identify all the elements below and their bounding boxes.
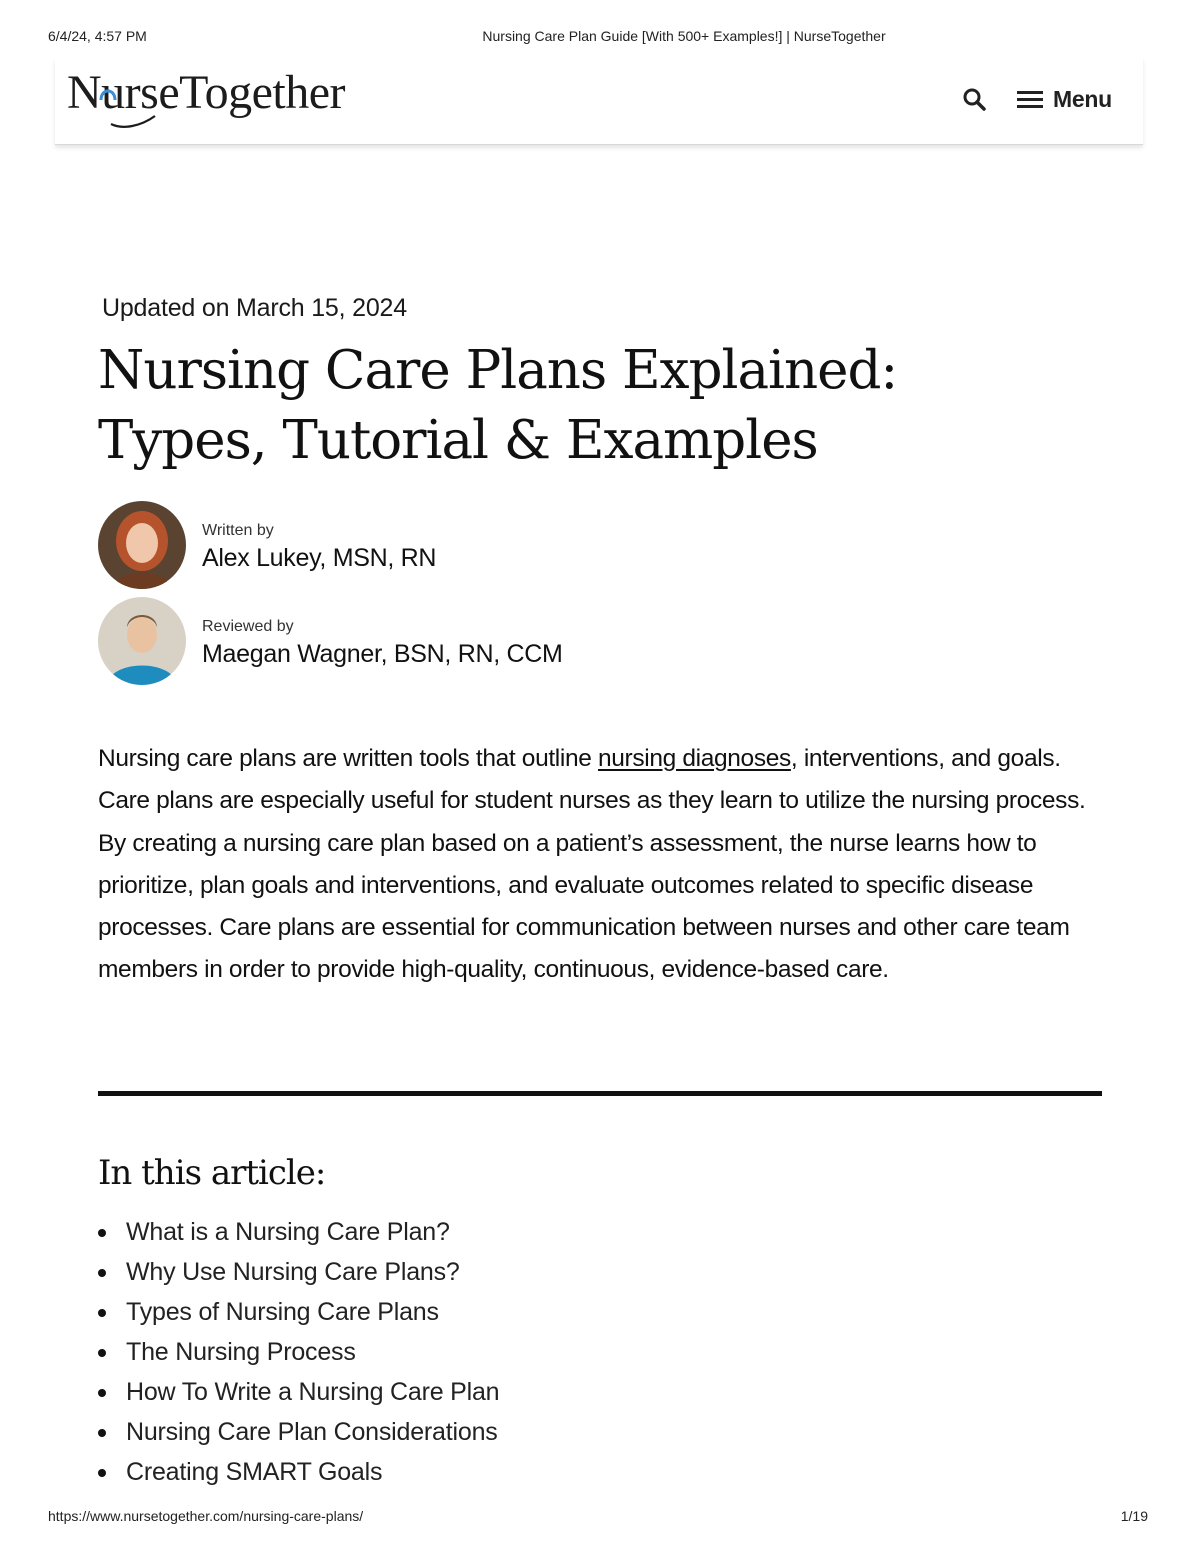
bullet-icon (98, 1229, 106, 1237)
toc-item[interactable] (98, 1252, 499, 1292)
bullet-icon (98, 1469, 106, 1477)
nursing-diagnoses-link[interactable]: nursing diagnoses (598, 745, 791, 772)
updated-date: Updated on March 15, 2024 (102, 294, 407, 322)
author-role: Written by (202, 522, 274, 539)
menu-label: Menu (1053, 85, 1112, 112)
toc-link[interactable]: Creating SMART Goals (126, 1458, 383, 1486)
reviewer-avatar[interactable] (98, 597, 186, 685)
table-of-contents (98, 1212, 499, 1492)
toc-heading: In this article: (98, 1153, 326, 1193)
toc-item[interactable] (98, 1412, 499, 1452)
search-button[interactable] (961, 86, 987, 112)
reviewer-role: Reviewed by (202, 618, 294, 635)
toc-item[interactable] (98, 1292, 499, 1332)
print-url: https://www.nursetogether.com/nursing-care-plans/ (48, 1508, 364, 1524)
toc-link[interactable]: What is a Nursing Care Plan? (126, 1218, 450, 1246)
toc-link[interactable]: Nursing Care Plan Considerations (126, 1418, 498, 1446)
menu-button[interactable] (1017, 84, 1112, 114)
toc-item[interactable] (98, 1452, 499, 1492)
section-divider (98, 1091, 1102, 1096)
article-title-line1: Nursing Care Plans Explained: (98, 340, 898, 401)
print-page-number: 1/19 (1120, 1508, 1148, 1524)
reviewer-name-link[interactable]: Maegan Wagner, BSN, RN, CCM (202, 640, 563, 668)
site-logo[interactable]: NurseTogether (67, 66, 346, 119)
intro-text-end: , interventions, and goals. Care plans are especially useful for student nurses as they learn to utilize the nursing process. By creating a nursing care plan based on a patient’s assessment, the nurse learns how to prioritize, plan goals and interventions, and evaluate outcomes related to specific disease processes. Care plans are essential for communication between nurses and other care team members in order to provide high-quality, continuous, evidence-based care. (98, 745, 1086, 984)
hamburger-icon (1017, 88, 1043, 110)
intro-paragraph (98, 738, 1103, 992)
article-title (98, 336, 1098, 476)
bullet-icon (98, 1349, 106, 1357)
bullet-icon (98, 1389, 106, 1397)
site-header (55, 58, 1143, 145)
article-title-line2: Types, Tutorial & Examples (98, 410, 818, 471)
author-byline (98, 501, 698, 591)
print-datetime: 6/4/24, 4:57 PM (48, 28, 147, 44)
toc-link[interactable]: Why Use Nursing Care Plans? (126, 1258, 460, 1286)
bullet-icon (98, 1269, 106, 1277)
print-page-title: Nursing Care Plan Guide [With 500+ Examples!] | NurseTogether (482, 28, 886, 44)
toc-link[interactable]: Types of Nursing Care Plans (126, 1298, 439, 1326)
reviewer-byline (98, 597, 698, 687)
print-header (0, 28, 1200, 48)
bullet-icon (98, 1309, 106, 1317)
bullet-icon (98, 1429, 106, 1437)
toc-item[interactable] (98, 1332, 499, 1372)
toc-item[interactable] (98, 1212, 499, 1252)
toc-link[interactable]: How To Write a Nursing Care Plan (126, 1378, 500, 1406)
intro-text-start: Nursing care plans are written tools that outline (98, 745, 598, 772)
print-footer (0, 1508, 1200, 1528)
author-name-link[interactable]: Alex Lukey, MSN, RN (202, 544, 437, 572)
toc-link[interactable]: The Nursing Process (126, 1338, 356, 1366)
author-avatar[interactable] (98, 501, 186, 589)
toc-item[interactable] (98, 1372, 499, 1412)
search-icon (962, 87, 986, 111)
